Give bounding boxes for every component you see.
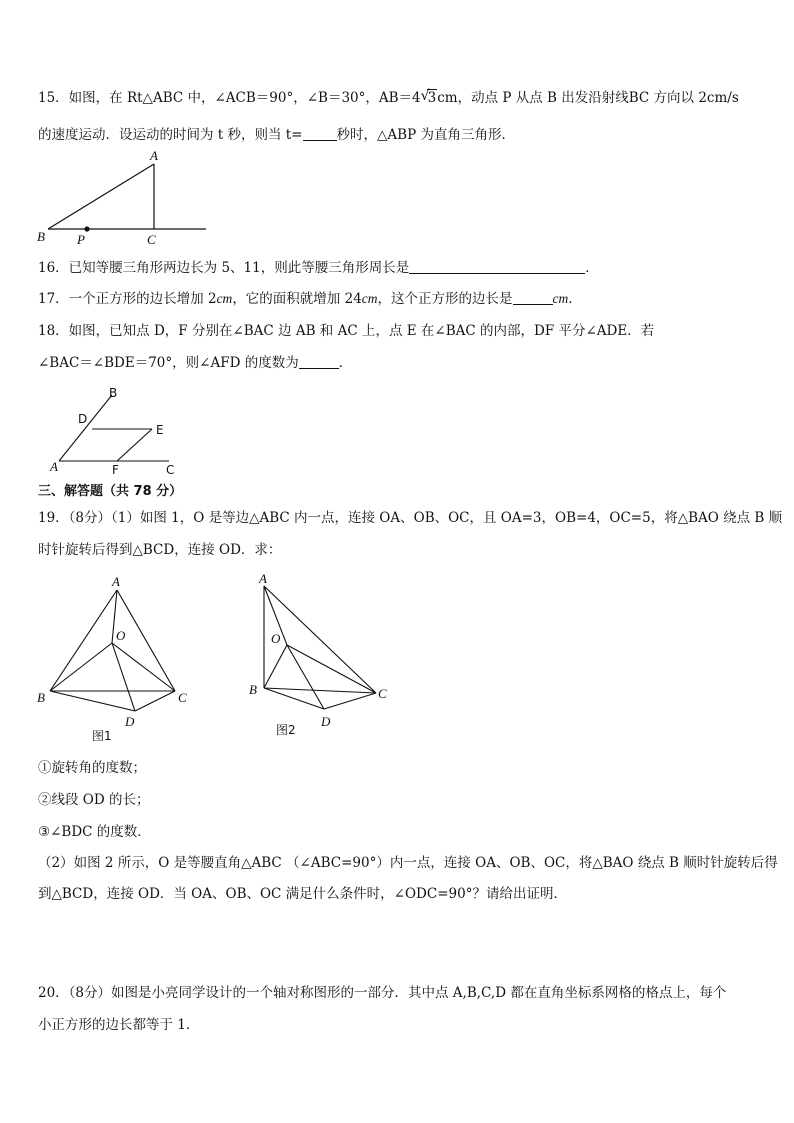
q17-unit-2: cm — [361, 291, 378, 306]
q19-item-2: ②线段 OD 的长； — [38, 792, 150, 808]
q17-line — [38, 289, 582, 309]
sqrt-symbol: √ 3 — [420, 88, 437, 106]
q17-middle-1: ，它的面积就增加 24 — [232, 291, 362, 307]
q19-figure-1 — [34, 572, 204, 747]
q18-line-1: 18．如图，已知点 D，F 分别在∠BAC 边 AB 和 AC 上，点 E 在∠BAC 的内部，DF 平分∠ADE．若 — [38, 323, 655, 339]
fig1-label-a: A — [112, 574, 120, 589]
fig2-label-b: B — [249, 682, 257, 697]
q18-answer-blank[interactable] — [299, 354, 339, 369]
q16-answer-blank[interactable] — [409, 259, 585, 274]
q18-label-c: C — [166, 463, 175, 477]
fig1-label-b: B — [37, 690, 45, 705]
fig2-label-c: C — [378, 686, 387, 701]
q15-line2-suffix: 秒时，△ABP 为直角三角形． — [336, 127, 515, 143]
q18-label-b: B — [109, 386, 118, 400]
q15-line-2 — [38, 125, 515, 145]
q15-text-suffix: cm，动点 P 从点 B 出发沿射线BC 方向以 2cm/s — [437, 90, 739, 106]
q15-figure — [30, 148, 230, 248]
q15-line2-prefix: 的速度运动．设运动的时间为 t 秒，则当 t= — [38, 127, 303, 143]
fig1-label-o: O — [116, 628, 126, 643]
fig2-label-d: D — [321, 714, 331, 729]
fig1-caption: 图1 — [92, 729, 112, 743]
q15-line-1 — [38, 88, 739, 108]
q19-item-3: ③∠BDC 的度数． — [38, 824, 151, 840]
fig1-label-c: C — [178, 690, 187, 705]
q15-answer-blank[interactable] — [303, 126, 337, 141]
fig2-label-a: A — [259, 571, 267, 586]
q15-label-c: C — [147, 232, 156, 247]
q15-label-p: P — [77, 232, 85, 247]
q17-unit-3: cm — [552, 291, 569, 306]
q18-line2-prefix: ∠BAC＝∠BDE＝70°，则∠AFD 的度数为 — [38, 355, 299, 371]
q15-label-b: B — [37, 229, 45, 244]
q20-line-1: 20．（8分）如图是小亮同学设计的一个轴对称图形的一部分．其中点 A,B,C,D 都在直角坐标系网格的格点上，每个 — [38, 985, 727, 1001]
q19-item-1: ①旋转角的度数； — [38, 760, 146, 776]
q17-answer-blank[interactable] — [513, 290, 553, 305]
section-heading: 三、解答题（共 78 分） — [38, 484, 183, 499]
q19-figure-2 — [246, 572, 406, 747]
q19-part2-line-1: （2）如图 2 所示，O 是等腰直角△ABC （∠ABC=90°）内一点，连接 OA、OB、OC，将△BAO 绕点 B 顺时针旋转后得 — [38, 855, 778, 871]
fig1-label-d: D — [125, 714, 135, 729]
q19-line-2: 时针旋转后得到△BCD，连接 OD．求： — [38, 542, 282, 558]
point-p-dot — [84, 226, 89, 231]
q19-part2-line-2: 到△BCD，连接 OD．当 OA、OB、OC 满足什么条件时，∠ODC=90°？请给出证明． — [38, 886, 567, 902]
q15-label-a: A — [150, 148, 158, 163]
q18-label-d: D — [78, 412, 88, 426]
q17-suffix: ． — [568, 291, 582, 307]
sqrt-value: 3 — [427, 90, 437, 106]
q18-label-e: E — [156, 423, 164, 437]
q20-line-2: 小正方形的边长都等于 1． — [38, 1017, 200, 1033]
q18-figure — [44, 383, 194, 478]
fig2-label-o: O — [271, 631, 281, 646]
q16-text: 16．已知等腰三角形两边长为 5、11，则此等腰三角形周长是 — [38, 260, 410, 276]
q15-text-prefix: 15．如图，在 Rt△ABC 中，∠ACB＝90°，∠B＝30°，AB＝4 — [38, 90, 421, 106]
q18-line-2 — [38, 353, 352, 373]
q16-line — [38, 258, 599, 278]
q18-label-a: A — [50, 459, 58, 474]
fig2-caption: 图2 — [276, 723, 296, 737]
q19-line-1: 19．（8分）（1）如图 1，O 是等边△ABC 内一点，连接 OA、OB、OC，且 OA=3，OB=4，OC=5，将△BAO 绕点 B 顺 — [38, 510, 783, 526]
q17-middle-2: ，这个正方形的边长是 — [377, 291, 513, 307]
q18-label-f: F — [112, 463, 119, 477]
q16-suffix: ． — [585, 260, 599, 276]
q17-prefix: 17．一个正方形的边长增加 2 — [38, 291, 217, 307]
q18-line2-suffix: ． — [338, 355, 353, 371]
q17-unit-1: cm — [216, 291, 233, 306]
